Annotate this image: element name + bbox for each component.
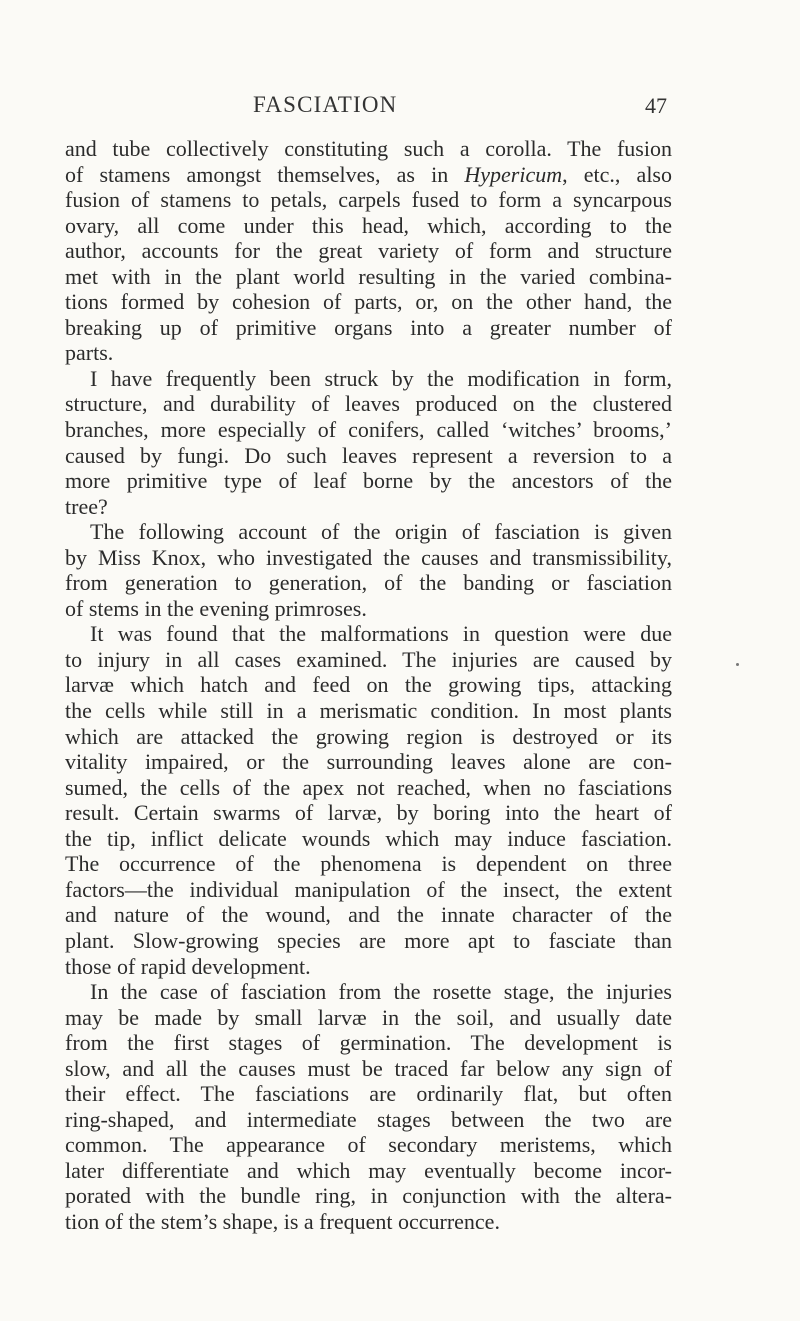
paragraph-start-line: In the case of fasciation from the rosette stage, the injuries bbox=[90, 979, 672, 1005]
body-text bbox=[65, 136, 672, 1235]
text-line: parts. bbox=[65, 340, 114, 366]
text-line: breaking up of primitive organs into a greater number of bbox=[65, 314, 672, 340]
text-line: tions formed by cohesion of parts, or, on the other hand, the bbox=[65, 289, 672, 315]
text-line: met with in the plant world resulting in the varied combina- bbox=[65, 263, 672, 289]
text-line: the tip, inflict delicate wounds which may induce fasciation. bbox=[65, 825, 672, 851]
paragraph-start-line: I have frequently been struck by the modification in form, bbox=[90, 365, 672, 391]
margin-speck bbox=[736, 663, 739, 666]
text-line: more primitive type of leaf borne by the ancestors of the bbox=[65, 468, 672, 494]
text-line: author, accounts for the great variety of form and structure bbox=[65, 238, 672, 264]
running-head: FASCIATION bbox=[253, 92, 398, 117]
text-line: porated with the bundle ring, in conjunction with the altera- bbox=[65, 1183, 672, 1209]
text-line: from generation to generation, of the banding or fasciation bbox=[65, 570, 672, 596]
text-line: tion of the stem’s shape, is a frequent occurrence. bbox=[65, 1208, 500, 1234]
text-line: plant. Slow-growing species are more apt to fasciate than bbox=[65, 927, 672, 953]
text-line: and tube collectively constituting such a corolla. The fusion bbox=[65, 136, 672, 161]
text-line: structure, and durability of leaves produced on the clustered bbox=[65, 391, 672, 417]
text-line: branches, more especially of conifers, called ‘witches’ brooms,’ bbox=[65, 417, 672, 443]
text-line: later differentiate and which may eventually become incor- bbox=[65, 1157, 672, 1183]
genus-name: Hypericum bbox=[464, 161, 563, 187]
text-line: may be made by small larvæ in the soil, and usually date bbox=[65, 1004, 672, 1030]
text-line: of stamens amongst themselves, as in Hypericum, etc., also bbox=[65, 161, 672, 187]
text-line: caused by fungi. Do such leaves represent a reversion to a bbox=[65, 442, 672, 468]
text-line: ring-shaped, and intermediate stages between the two are bbox=[65, 1106, 672, 1132]
text-line: those of rapid development. bbox=[65, 953, 311, 979]
text-line: from the first stages of germination. The development is bbox=[65, 1030, 672, 1056]
paragraph-start-line: The following account of the origin of fasciation is given bbox=[90, 519, 672, 545]
text-line: vitality impaired, or the surrounding leaves alone are con- bbox=[65, 749, 672, 775]
text-line: factors—the individual manipulation of the insect, the extent bbox=[65, 876, 672, 902]
text-line: which are attacked the growing region is destroyed or its bbox=[65, 723, 672, 749]
text-line: fusion of stamens to petals, carpels fused to form a syncarpous bbox=[65, 187, 672, 213]
text-line: The occurrence of the phenomena is dependent on three bbox=[65, 851, 672, 877]
text-line: sumed, the cells of the apex not reached, when no fasciations bbox=[65, 774, 672, 800]
page-number: 47 bbox=[645, 93, 667, 118]
text-line: larvæ which hatch and feed on the growing tips, attacking bbox=[65, 672, 672, 698]
text-line: result. Certain swarms of larvæ, by boring into the heart of bbox=[65, 800, 672, 826]
text-line: by Miss Knox, who investigated the causes and transmissibility, bbox=[65, 544, 672, 570]
text-line: to injury in all cases examined. The injuries are caused by bbox=[65, 646, 672, 672]
text-line: and nature of the wound, and the innate character of the bbox=[65, 902, 672, 928]
text-line: slow, and all the causes must be traced far below any sign of bbox=[65, 1055, 672, 1081]
text-line: of stems in the evening primroses. bbox=[65, 595, 367, 621]
paragraph-start-line: It was found that the malformations in question were due bbox=[90, 621, 672, 647]
text-line: the cells while still in a merismatic condition. In most plants bbox=[65, 698, 672, 724]
text-line: ovary, all come under this head, which, according to the bbox=[65, 212, 672, 238]
text-line: tree? bbox=[65, 493, 108, 519]
text-line: common. The appearance of secondary meristems, which bbox=[65, 1132, 672, 1158]
text-line: their effect. The fasciations are ordinarily flat, but often bbox=[65, 1081, 672, 1107]
